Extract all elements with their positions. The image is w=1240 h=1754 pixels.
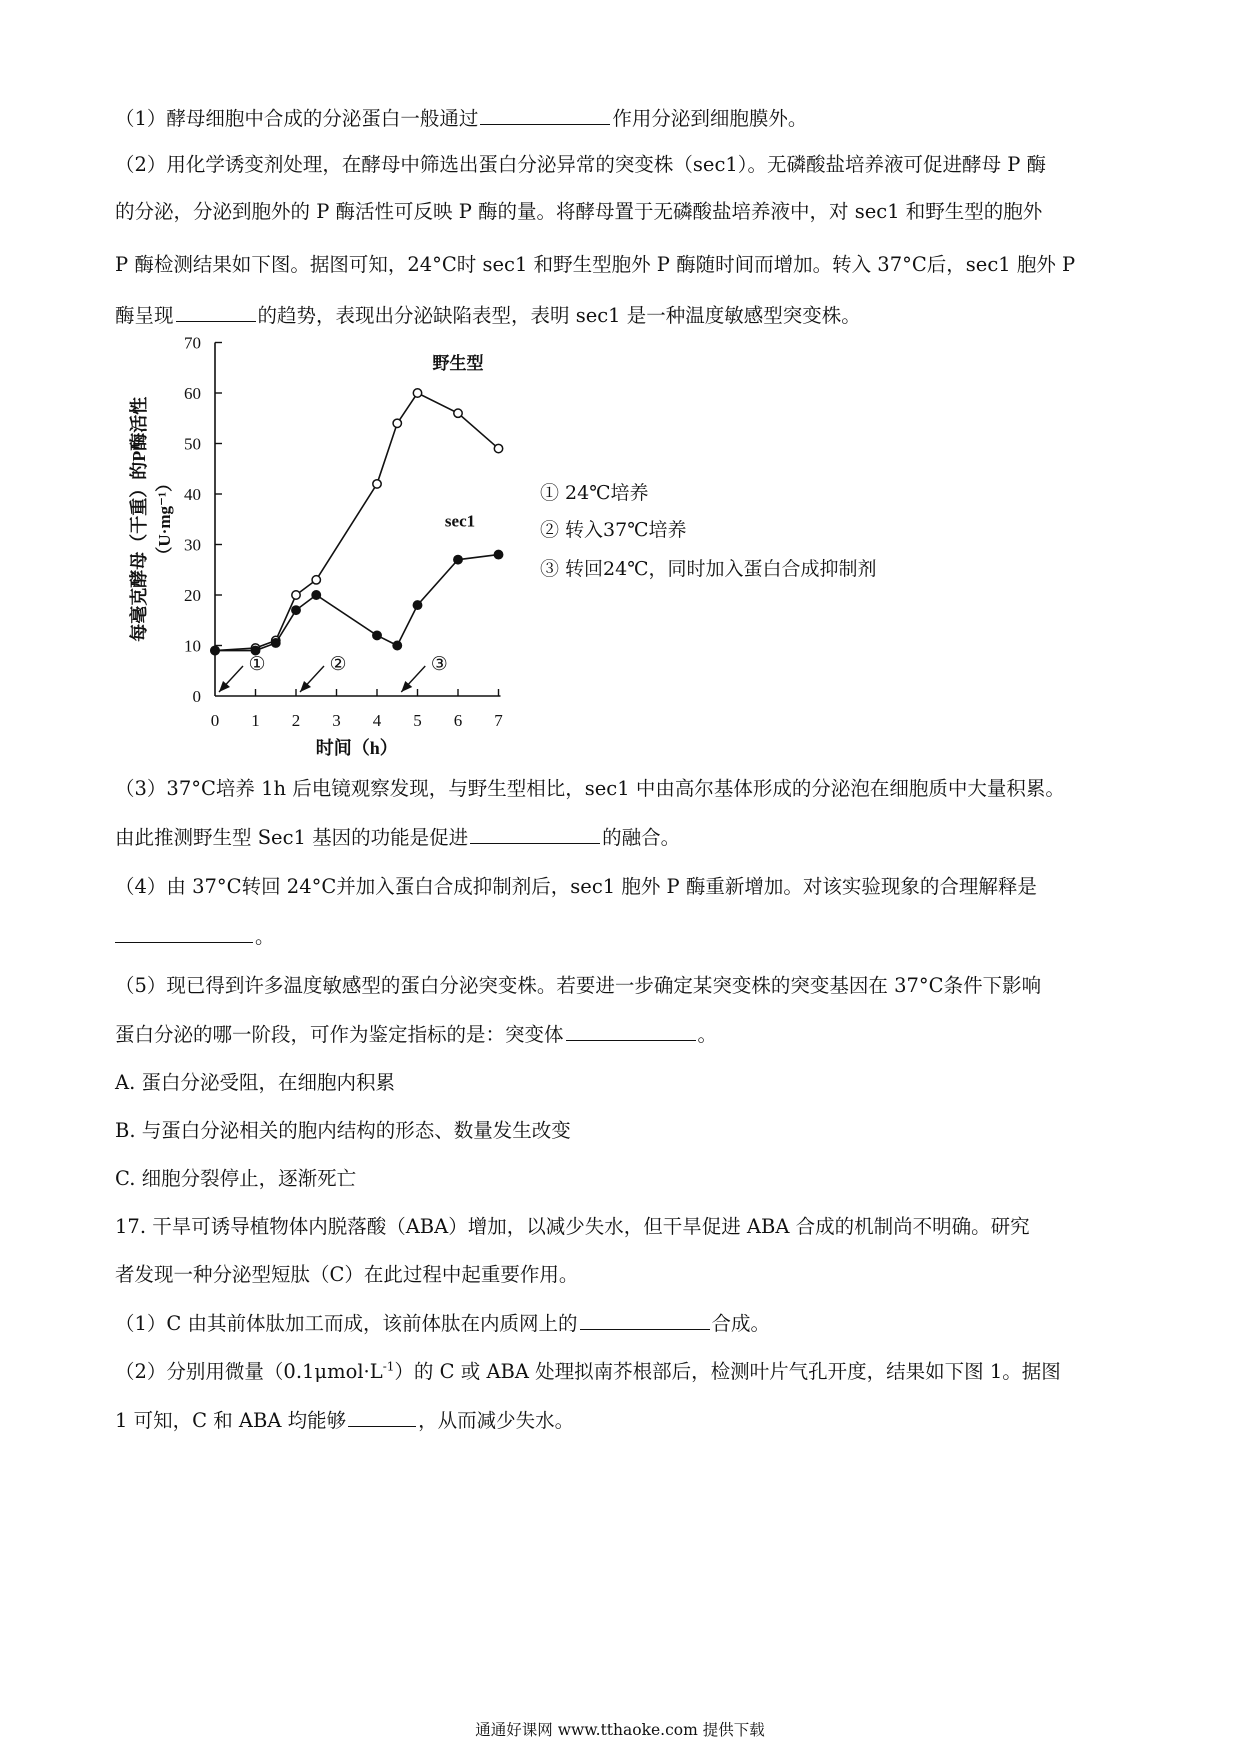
- series-line-1: [215, 555, 499, 651]
- q17-part2-line2: 1 可知，C 和 ABA 均能够 ，从而减少失水。: [115, 1406, 574, 1435]
- data-point: [393, 641, 401, 649]
- q16-part2-line4: 酶呈现 的趋势，表现出分泌缺陷表型，表明 sec1 是一种温度敏感型突变株。: [115, 301, 861, 330]
- x-tick-label: 0: [210, 711, 220, 730]
- data-point: [292, 606, 300, 614]
- data-point: [413, 601, 421, 609]
- q16-part2-line3: P 酶检测结果如下图。据图可知，24°C时 sec1 和野生型胞外 P 酶随时间而增加。转入 37°C后，sec1 胞外 P: [115, 253, 1076, 276]
- data-point: [292, 591, 300, 599]
- x-tick-label: 7: [494, 711, 503, 730]
- y-tick-label: 40: [184, 485, 201, 504]
- answer-blank-5[interactable]: [566, 1020, 696, 1041]
- option-c: C. 细胞分裂停止，逐渐死亡: [115, 1167, 357, 1190]
- q16-part2-line2: 的分泌，分泌到胞外的 P 酶活性可反映 P 酶的量。将酵母置于无磷酸盐培养液中，对 sec1 和野生型的胞外: [115, 200, 1043, 223]
- x-axis-label: 时间（h）: [315, 738, 398, 758]
- arrow-label: ②: [329, 654, 347, 675]
- q17-line1: 17. 干旱可诱导植物体内脱落酸（ABA）增加，以减少失水，但干旱促进 ABA 合成的机制尚不明确。研究: [115, 1215, 1030, 1238]
- y-tick-label: 50: [184, 434, 201, 454]
- answer-blank-7[interactable]: [348, 1406, 416, 1427]
- q16-part3-line1: （3）37°C培养 1h 后电镜观察发现，与野生型相比，sec1 中由高尔基体形成的分泌泡在细胞质中大量积累。: [115, 777, 1065, 800]
- q16-part1: （1）酵母细胞中合成的分泌蛋白一般通过 作用分泌到细胞膜外。: [115, 104, 807, 133]
- q17-part2-line1: （2）分别用微量$(0.1\mu mol\cdot L^{-1})$的 C 或 ABA 处理拟南芥根部后，检测叶片气孔开度，结果如下图 1。据图: [115, 1359, 1061, 1383]
- legend-item-1: ① 24℃培养: [540, 482, 649, 504]
- answer-blank-1[interactable]: [480, 104, 610, 125]
- data-point: [373, 480, 381, 488]
- y-tick-label: 60: [184, 384, 201, 403]
- arrow-label: ①: [248, 654, 266, 675]
- answer-blank-3[interactable]: [470, 823, 600, 844]
- data-point: [312, 576, 320, 584]
- x-tick-label: 4: [372, 711, 382, 730]
- q16-part2-line1: （2）用化学诱变剂处理，在酵母中筛选出蛋白分泌异常的突变株（sec1）。无磷酸盐培养液可促进酵母 P 酶: [115, 153, 1047, 176]
- data-point: [211, 646, 219, 654]
- data-point: [373, 631, 381, 639]
- x-tick-label: 1: [251, 711, 260, 730]
- data-point: [413, 389, 421, 397]
- arrow-label: ③: [430, 654, 448, 675]
- data-point: [454, 409, 462, 417]
- q16-part4-line2: 。: [115, 922, 275, 951]
- y-tick-label: 70: [184, 333, 201, 353]
- x-tick-label: 6: [453, 711, 463, 730]
- q16-part5-line1: （5）现已得到许多温度敏感型的蛋白分泌突变株。若要进一步确定某突变株的突变基因在 37°C条件下影响: [115, 974, 1042, 997]
- answer-blank-6[interactable]: [580, 1309, 710, 1330]
- legend-item-3: ③ 转回24℃，同时加入蛋白合成抑制剂: [540, 558, 877, 580]
- q16-part5-line2: 蛋白分泌的哪一阶段，可作为鉴定指标的是：突变体 。: [115, 1020, 717, 1049]
- y-tick-label: 30: [184, 535, 201, 555]
- q17-part1: （1）C 由其前体肽加工而成，该前体肽在内质网上的 合成。: [115, 1309, 770, 1338]
- series-label: sec1: [444, 511, 476, 531]
- chart-labels: [128, 334, 503, 759]
- q16-part3-line2: 由此推测野生型 Sec1 基因的功能是促进 的融合。: [115, 823, 680, 852]
- data-point: [494, 550, 502, 558]
- answer-blank-4[interactable]: [115, 922, 253, 943]
- x-tick-label: 2: [291, 711, 301, 730]
- option-b: B. 与蛋白分泌相关的胞内结构的形态、数量发生改变: [115, 1119, 571, 1142]
- data-point: [272, 639, 280, 647]
- x-tick-label: 3: [332, 711, 341, 730]
- answer-blank-2[interactable]: [176, 301, 256, 322]
- y-axis-unit: （U·mg⁻¹）: [155, 474, 174, 564]
- legend-item-2: ② 转入37℃培养: [540, 519, 687, 541]
- option-a: A. 蛋白分泌受阻，在细胞内积累: [115, 1071, 395, 1094]
- p-enzyme-activity-chart: [115, 333, 915, 758]
- data-point: [454, 555, 462, 563]
- data-point: [393, 419, 401, 427]
- y-axis-label: 每毫克酵母（干重）的P酶活性: [129, 396, 149, 642]
- footer-source: 通通好课网 www.tthaoke.com 提供下载: [475, 1721, 765, 1739]
- q17-line2: 者发现一种分泌型短肽（C）在此过程中起重要作用。: [115, 1263, 579, 1286]
- data-point: [312, 591, 320, 599]
- q16-part4-line1: （4）由 37°C转回 24°C并加入蛋白合成抑制剂后，sec1 胞外 P 酶重新增加。对该实验现象的合理解释是: [115, 875, 1037, 898]
- x-tick-label: 5: [413, 711, 422, 730]
- series-label: 野生型: [432, 354, 484, 373]
- y-tick-label: 20: [184, 586, 201, 605]
- data-point: [494, 444, 502, 452]
- y-tick-label: 10: [184, 636, 201, 656]
- y-tick-label: 0: [192, 687, 201, 706]
